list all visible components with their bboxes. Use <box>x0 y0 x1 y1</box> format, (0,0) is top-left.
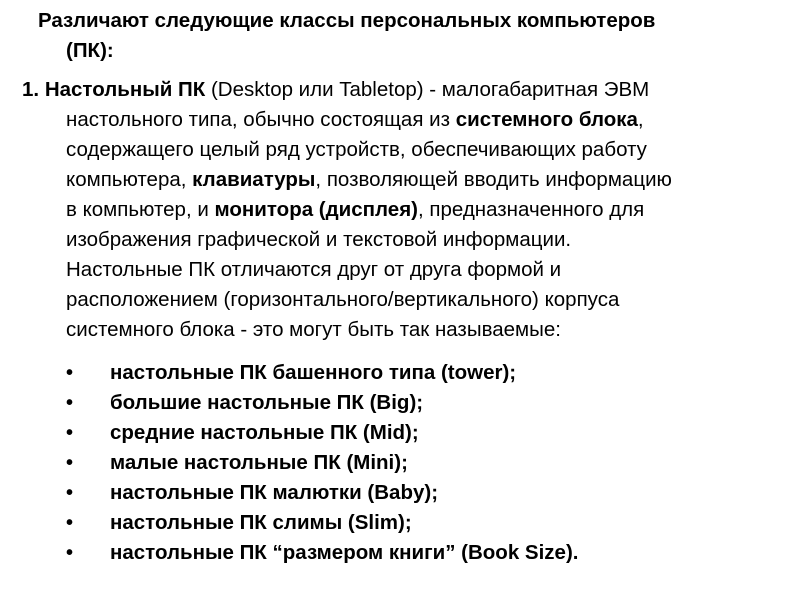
desktop-line-3: содержащего целый ряд устройств, обеспечивающих работу <box>66 138 647 161</box>
heading-line-1: Различают следующие классы персональных компьютеров <box>38 9 656 32</box>
bullet-glyph: • <box>66 542 74 564</box>
desktop-line-9: системного блока - это могут быть так называемые: <box>66 318 561 341</box>
bullet-glyph: • <box>66 422 74 444</box>
desktop-line-4 <box>66 165 672 195</box>
bullet-glyph: • <box>66 482 74 504</box>
text: настольного типа, обычно состоящая из <box>66 108 456 131</box>
monitor-term: монитора (дисплея) <box>214 198 418 221</box>
text: , предназначенного для <box>417 198 645 221</box>
bullet-glyph: • <box>66 392 74 414</box>
text: , позволяющей вводить информацию <box>315 168 672 191</box>
heading-line-2: (ПК): <box>66 39 114 62</box>
list-item: малые настольные ПК (Mini); <box>110 451 408 474</box>
desktop-line-7: Настольные ПК отличаются друг от друга формой и <box>66 258 562 281</box>
bullet-glyph: • <box>66 362 74 384</box>
item-number: 1. <box>22 78 40 101</box>
list-item: настольные ПК башенного типа (tower); <box>110 361 517 384</box>
desktop-term: Настольный ПК <box>44 78 206 101</box>
bullet-glyph: • <box>66 452 74 474</box>
text: в компьютер, и <box>66 198 215 221</box>
desktop-line-5 <box>66 195 644 225</box>
desktop-line-8: расположением (горизонтального/вертикального) корпуса <box>66 288 620 311</box>
list-item: настольные ПК “размером книги” (Book Size). <box>110 541 579 564</box>
text: , <box>637 108 644 131</box>
desktop-line-1-rest: (Desktop или Tabletop) - малогабаритная ЭВМ <box>205 78 650 101</box>
keyboard-term: клавиатуры <box>192 168 316 191</box>
list-item: настольные ПК слимы (Slim); <box>110 511 412 534</box>
list-item: большие настольные ПК (Big); <box>110 391 424 414</box>
list-item: средние настольные ПК (Mid); <box>110 421 419 444</box>
desktop-line-6: изображения графической и текстовой информации. <box>66 228 572 251</box>
bullet-glyph: • <box>66 512 74 534</box>
system-unit-term: системного блока <box>455 108 638 131</box>
list-item: настольные ПК малютки (Baby); <box>110 481 439 504</box>
desktop-line-1 <box>22 75 649 105</box>
desktop-line-2 <box>66 105 644 135</box>
text: компьютера, <box>66 168 193 191</box>
